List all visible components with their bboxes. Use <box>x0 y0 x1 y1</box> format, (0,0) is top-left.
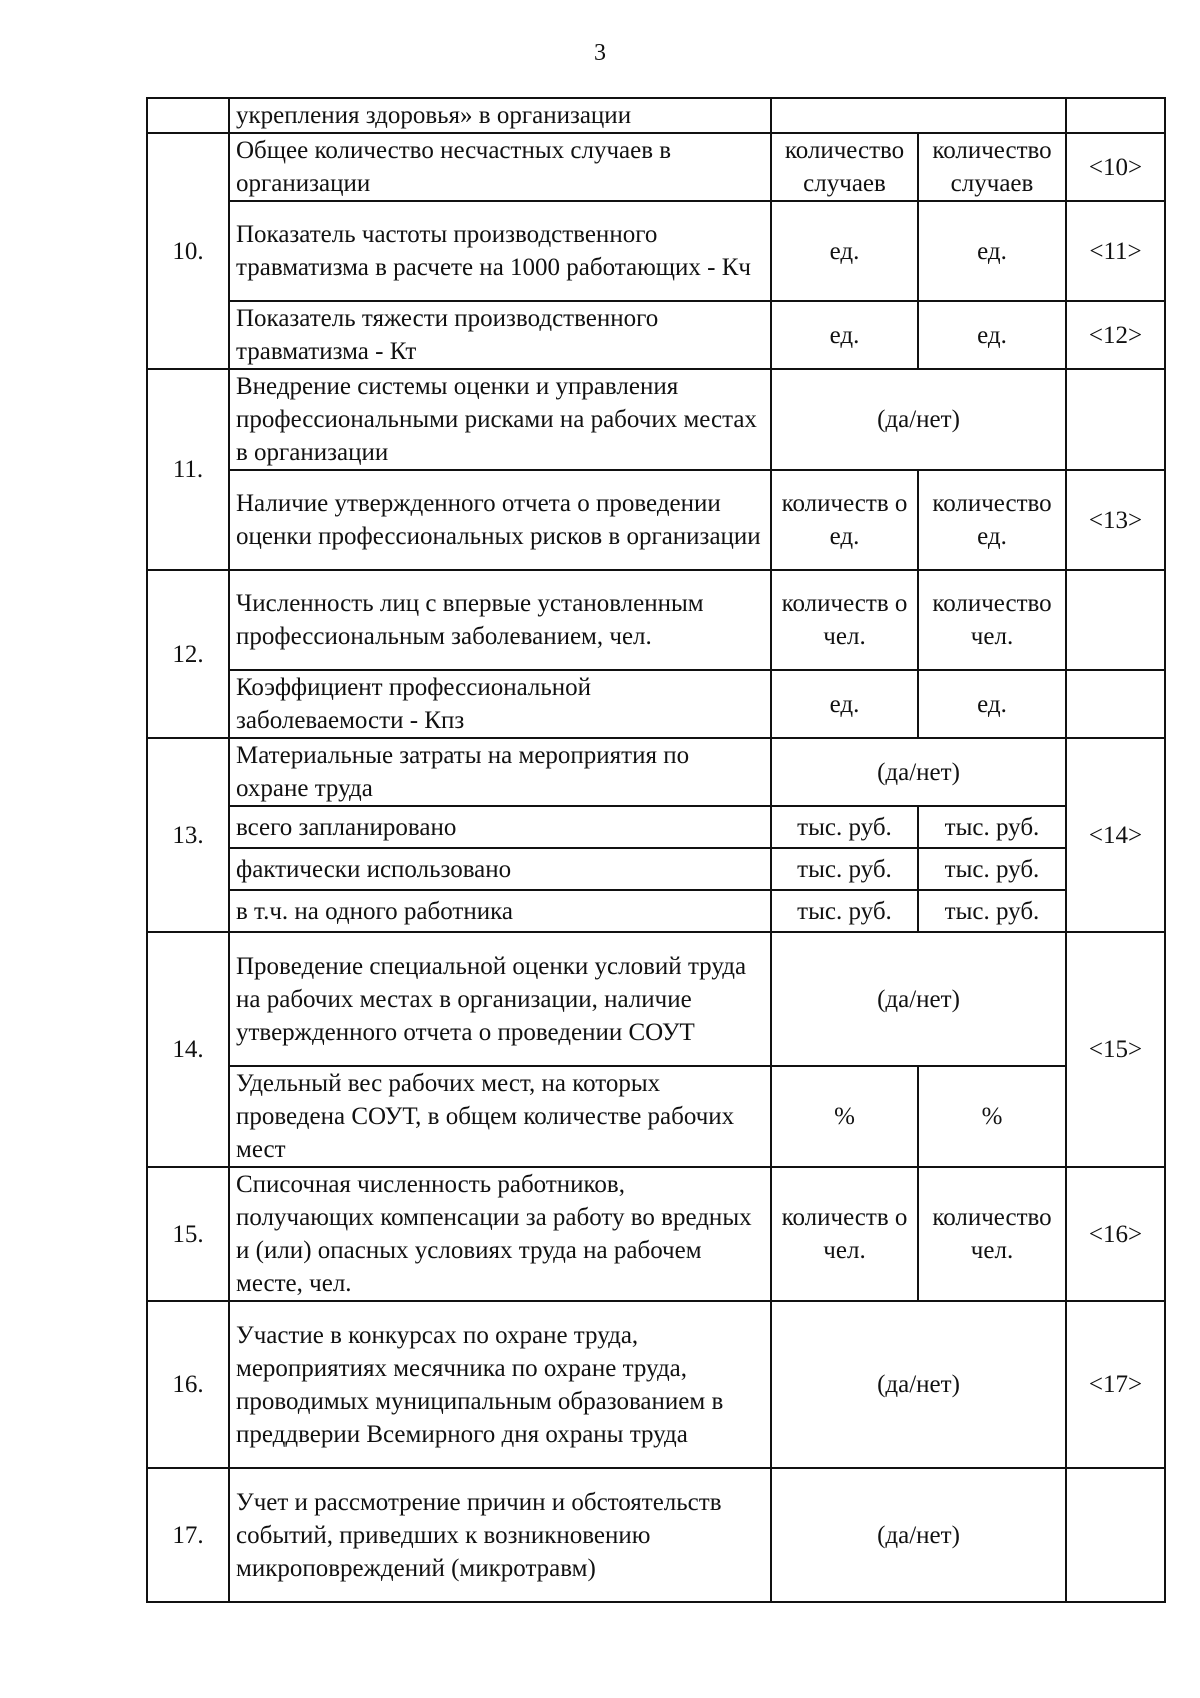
indicator-cell: Коэффициент профессиональной заболеваемости - Кпз <box>229 670 771 738</box>
table-row-10b <box>147 201 1165 301</box>
unit-cell: количеств о ед. <box>771 470 918 570</box>
reference-cell: <14> <box>1066 738 1165 932</box>
table-row-13a <box>147 738 1165 806</box>
reference-cell <box>1066 369 1165 470</box>
indicator-cell: в т.ч. на одного работника <box>229 890 771 932</box>
unit-cell: количество случаев <box>771 133 918 201</box>
table-row-13c <box>147 848 1165 890</box>
table-row-11b <box>147 470 1165 570</box>
row-number: 15. <box>147 1167 229 1301</box>
indicator-cell: укрепления здоровья» в организации <box>229 98 771 133</box>
row-number: 11. <box>147 369 229 570</box>
unit-cell <box>771 98 1066 133</box>
table-row-16 <box>147 1301 1165 1468</box>
unit-cell: количество чел. <box>918 570 1066 670</box>
row-number: 10. <box>147 133 229 369</box>
reference-cell: <15> <box>1066 932 1165 1167</box>
reference-cell: <12> <box>1066 301 1165 369</box>
table-row-10c <box>147 301 1165 369</box>
indicator-cell: Списочная численность работников, получающих компенсации за работу во вредных и (или) опасных условиях труда на рабочем месте, чел. <box>229 1167 771 1301</box>
unit-cell: количество случаев <box>918 133 1066 201</box>
unit-cell: тыс. руб. <box>918 890 1066 932</box>
unit-cell: (да/нет) <box>771 738 1066 806</box>
row-number: 13. <box>147 738 229 932</box>
indicator-cell: Показатель тяжести производственного травматизма - Кт <box>229 301 771 369</box>
indicator-cell: всего запланировано <box>229 806 771 848</box>
indicators-table <box>146 97 1166 1603</box>
unit-cell: количество чел. <box>918 1167 1066 1301</box>
table-row-11a <box>147 369 1165 470</box>
indicator-cell: Численность лиц с впервые установленным профессиональным заболеванием, чел. <box>229 570 771 670</box>
indicator-cell: Показатель частоты производственного травматизма в расчете на 1000 работающих - Кч <box>229 201 771 301</box>
unit-cell: тыс. руб. <box>771 806 918 848</box>
row-number-cell <box>147 98 229 133</box>
unit-cell: (да/нет) <box>771 369 1066 470</box>
unit-cell: тыс. руб. <box>771 890 918 932</box>
reference-cell <box>1066 98 1165 133</box>
row-number: 17. <box>147 1468 229 1602</box>
reference-cell: <16> <box>1066 1167 1165 1301</box>
reference-cell <box>1066 570 1165 670</box>
row-number: 12. <box>147 570 229 738</box>
reference-cell: <11> <box>1066 201 1165 301</box>
unit-cell: (да/нет) <box>771 1301 1066 1468</box>
unit-cell: ед. <box>918 670 1066 738</box>
unit-cell: ед. <box>771 301 918 369</box>
unit-cell: ед. <box>918 201 1066 301</box>
unit-cell: ед. <box>771 201 918 301</box>
table-row-13d <box>147 890 1165 932</box>
indicator-cell: Наличие утвержденного отчета о проведении оценки профессиональных рисков в организации <box>229 470 771 570</box>
unit-cell: количеств о чел. <box>771 570 918 670</box>
indicator-cell: Материальные затраты на мероприятия по охране труда <box>229 738 771 806</box>
row-number: 14. <box>147 932 229 1167</box>
table-row-9-continued <box>147 98 1165 133</box>
table-row-15 <box>147 1167 1165 1301</box>
unit-cell: (да/нет) <box>771 932 1066 1066</box>
unit-cell: тыс. руб. <box>771 848 918 890</box>
unit-cell: тыс. руб. <box>918 806 1066 848</box>
unit-cell: % <box>918 1066 1066 1167</box>
table-row-12a <box>147 570 1165 670</box>
indicator-cell: Участие в конкурсах по охране труда, мероприятиях месячника по охране труда, проводимых муниципальным образованием в преддверии Всемирного дня охраны труда <box>229 1301 771 1468</box>
table-row-12b <box>147 670 1165 738</box>
indicator-cell: Удельный вес рабочих мест, на которых проведена СОУТ, в общем количестве рабочих мест <box>229 1066 771 1167</box>
unit-cell: количеств о чел. <box>771 1167 918 1301</box>
indicator-cell: Проведение специальной оценки условий труда на рабочих местах в организации, наличие утвержденного отчета о проведении СОУТ <box>229 932 771 1066</box>
table-row-14a <box>147 932 1165 1066</box>
table-row-10a <box>147 133 1165 201</box>
reference-cell <box>1066 1468 1165 1602</box>
unit-cell: количество ед. <box>918 470 1066 570</box>
reference-cell: <17> <box>1066 1301 1165 1468</box>
reference-cell <box>1066 670 1165 738</box>
indicator-cell: фактически использовано <box>229 848 771 890</box>
indicator-cell: Учет и рассмотрение причин и обстоятельств событий, приведших к возникновению микроповреждений (микротравм) <box>229 1468 771 1602</box>
unit-cell: ед. <box>771 670 918 738</box>
reference-cell: <13> <box>1066 470 1165 570</box>
table-row-13b <box>147 806 1165 848</box>
table-row-17 <box>147 1468 1165 1602</box>
indicator-cell: Внедрение системы оценки и управления профессиональными рисками на рабочих местах в организации <box>229 369 771 470</box>
indicator-cell: Общее количество несчастных случаев в организации <box>229 133 771 201</box>
unit-cell: (да/нет) <box>771 1468 1066 1602</box>
reference-cell: <10> <box>1066 133 1165 201</box>
unit-cell: ед. <box>918 301 1066 369</box>
row-number: 16. <box>147 1301 229 1468</box>
unit-cell: % <box>771 1066 918 1167</box>
page-number: 3 <box>594 40 606 66</box>
unit-cell: тыс. руб. <box>918 848 1066 890</box>
table-row-14b <box>147 1066 1165 1167</box>
